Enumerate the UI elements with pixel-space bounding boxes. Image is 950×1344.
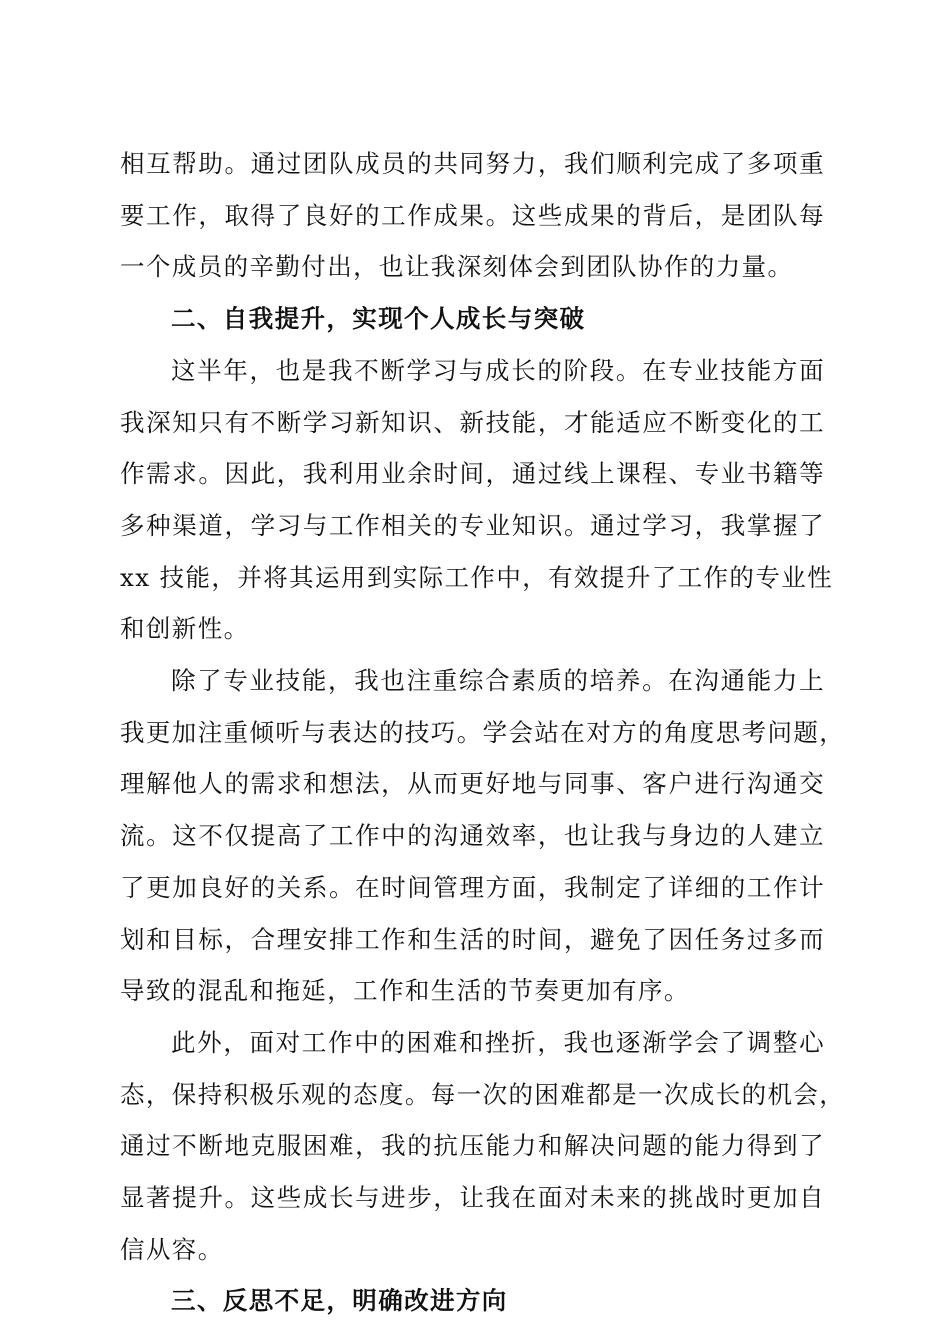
text-line: 划和目标，合理安排工作和生活的时间，避免了因任务过多而 [120, 924, 825, 954]
text-line: 要工作，取得了良好的工作成果。这些成果的背后，是团队每 [120, 200, 825, 230]
text-line: 了更加良好的关系。在时间管理方面，我制定了详细的工作计 [120, 872, 825, 902]
paragraph-2 [120, 345, 834, 655]
text-line: xx 技能，并将其运用到实际工作中，有效提升了工作的专业性 [120, 562, 834, 592]
text-line: 显著提升。这些成长与进步，让我在面对未来的挑战时更加自 [120, 1183, 825, 1213]
paragraph-3 [120, 655, 846, 1017]
text-line: 流。这不仅提高了工作中的沟通效率，也让我与身边的人建立 [120, 821, 825, 851]
text-line: 我深知只有不断学习新知识、新技能，才能适应不断变化的工 [120, 407, 825, 437]
text-line: 相互帮助。通过团队成员的共同努力，我们顺利完成了多项重 [120, 149, 825, 178]
text-line: 导致的混乱和拖延，工作和生活的节奏更加有序。 [120, 976, 690, 1006]
text-line: 这半年，也是我不断学习与成长的阶段。在专业技能方面 [171, 355, 825, 385]
text-line: 理解他人的需求和想法，从而更好地与同事、客户进行沟通交 [120, 769, 825, 799]
text-line: 态，保持积极乐观的态度。每一次的困难都是一次成长的机会， [120, 1079, 846, 1109]
text-line: 多种渠道，学习与工作相关的专业知识。通过学习，我掌握了 [120, 510, 825, 540]
text-line: 一个成员的辛勤付出，也让我深刻体会到团队协作的力量。 [120, 252, 794, 282]
paragraph-continued [120, 138, 825, 293]
text-line: 此外，面对工作中的困难和挫折，我也逐渐学会了调整心 [171, 1027, 825, 1057]
text-line: 和创新性。 [120, 614, 250, 644]
text-line: 我更加注重倾听与表达的技巧。学会站在对方的角度思考问题， [120, 717, 846, 747]
section-heading-2: 二、自我提升，实现个人成长与突破 [171, 304, 586, 334]
text-line: 信从容。 [120, 1234, 224, 1264]
text-line: 除了专业技能，我也注重综合素质的培养。在沟通能力上 [171, 666, 825, 696]
text-line: 通过不断地克服困难，我的抗压能力和解决问题的能力得到了 [120, 1131, 825, 1161]
text-line: 作需求。因此，我利用业余时间，通过线上课程、专业书籍等 [120, 459, 825, 489]
document-body [120, 138, 846, 1327]
section-heading-3: 三、反思不足，明确改进方向 [171, 1286, 508, 1316]
paragraph-4 [120, 1017, 846, 1276]
